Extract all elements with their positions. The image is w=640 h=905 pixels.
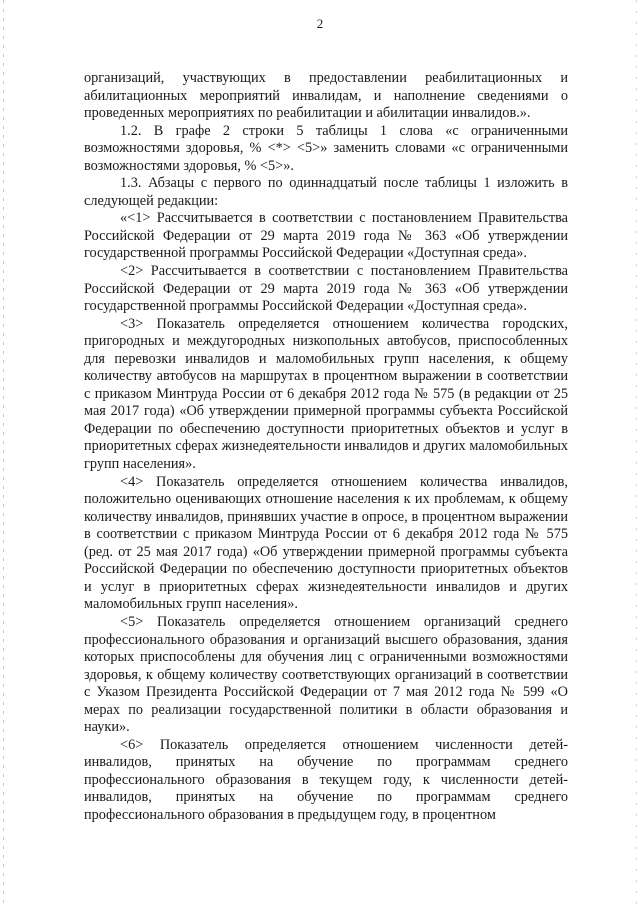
paragraph-item-1-3: 1.3. Абзацы с первого по одиннадцатый после таблицы 1 изложить в следующей редакции: [84,175,568,209]
scan-edge-left [3,0,4,905]
footnote-1: «<1> Рассчитывается в соответствии с постановлением Правительства Российской Федерации от 29 марта 2019 года № 363 «Об утверждении государственной программы Российской Федерации «Доступная среда». [84,210,568,262]
footnote-5: <5> Показатель определяется отношением организаций среднего профессионального образования и организаций высшего образования, здания которых приспособлены для обучения лиц с ограниченными возможностями здоровья, к общему количеству соответствующих организаций в соответствии с Указом Президента Российской Федерации от 7 мая 2012 года № 599 «О мерах по реализации государственной политики в области образования и науки». [84,613,568,736]
scan-edge-right [636,0,637,905]
paragraph-continuation: организаций, участвующих в предоставлении реабилитационных и абилитационных мероприятий инвалидам, и наполнение сведениями о проведенных мероприятиях по реабилитации и абилитации инвалидов.». [84,70,568,122]
document-body [84,70,568,825]
footnote-3: <3> Показатель определяется отношением количества городских, пригородных и междугородных низкопольных автобусов, приспособленных для перевозки инвалидов и маломобильных групп населения, к общему количеству автобусов на маршрутах в процентном выражении в соответствии с приказом Минтруда России от 6 декабря 2012 года № 575 (в редакции от 25 мая 2017 года) «Об утверждении примерной программы субъекта Российской Федерации по обеспечению доступности приоритетных объектов и услуг в приоритетных сферах жизнедеятельности инвалидов и других маломобильных групп населения». [84,315,568,473]
footnote-6: <6> Показатель определяется отношением численности детей-инвалидов, принятых на обучение по программам среднего профессионального образования в текущем году, к численности детей-инвалидов, принятых на обучение по программам среднего профессионального образования в предыдущем году, в процентном [84,736,568,823]
footnote-2: <2> Рассчитывается в соответствии с постановлением Правительства Российской Федерации от 29 марта 2019 года № 363 «Об утверждении государственной программы Российской Федерации «Доступная среда». [84,263,568,315]
paragraph-item-1-2: 1.2. В графе 2 строки 5 таблицы 1 слова «с ограниченными возможностями здоровья, % <*> <5>» заменить словами «с ограниченными возможностями здоровья, % <5>». [84,122,568,174]
page-number: 2 [316,16,324,31]
footnote-4: <4> Показатель определяется отношением количества инвалидов, положительно оценивающих отношение населения к их проблемам, к общему количеству инвалидов, принявших участие в опросе, в процентном выражении в соответствии с приказом Минтруда России от 6 декабря 2012 года № 575 (ред. от 25 мая 2017 года) «Об утверждении примерной программы субъекта Российской Федерации по обеспечению доступности приоритетных объектов и услуг в приоритетных сферах жизнедеятельности инвалидов и других маломобильных групп населения». [84,473,568,613]
